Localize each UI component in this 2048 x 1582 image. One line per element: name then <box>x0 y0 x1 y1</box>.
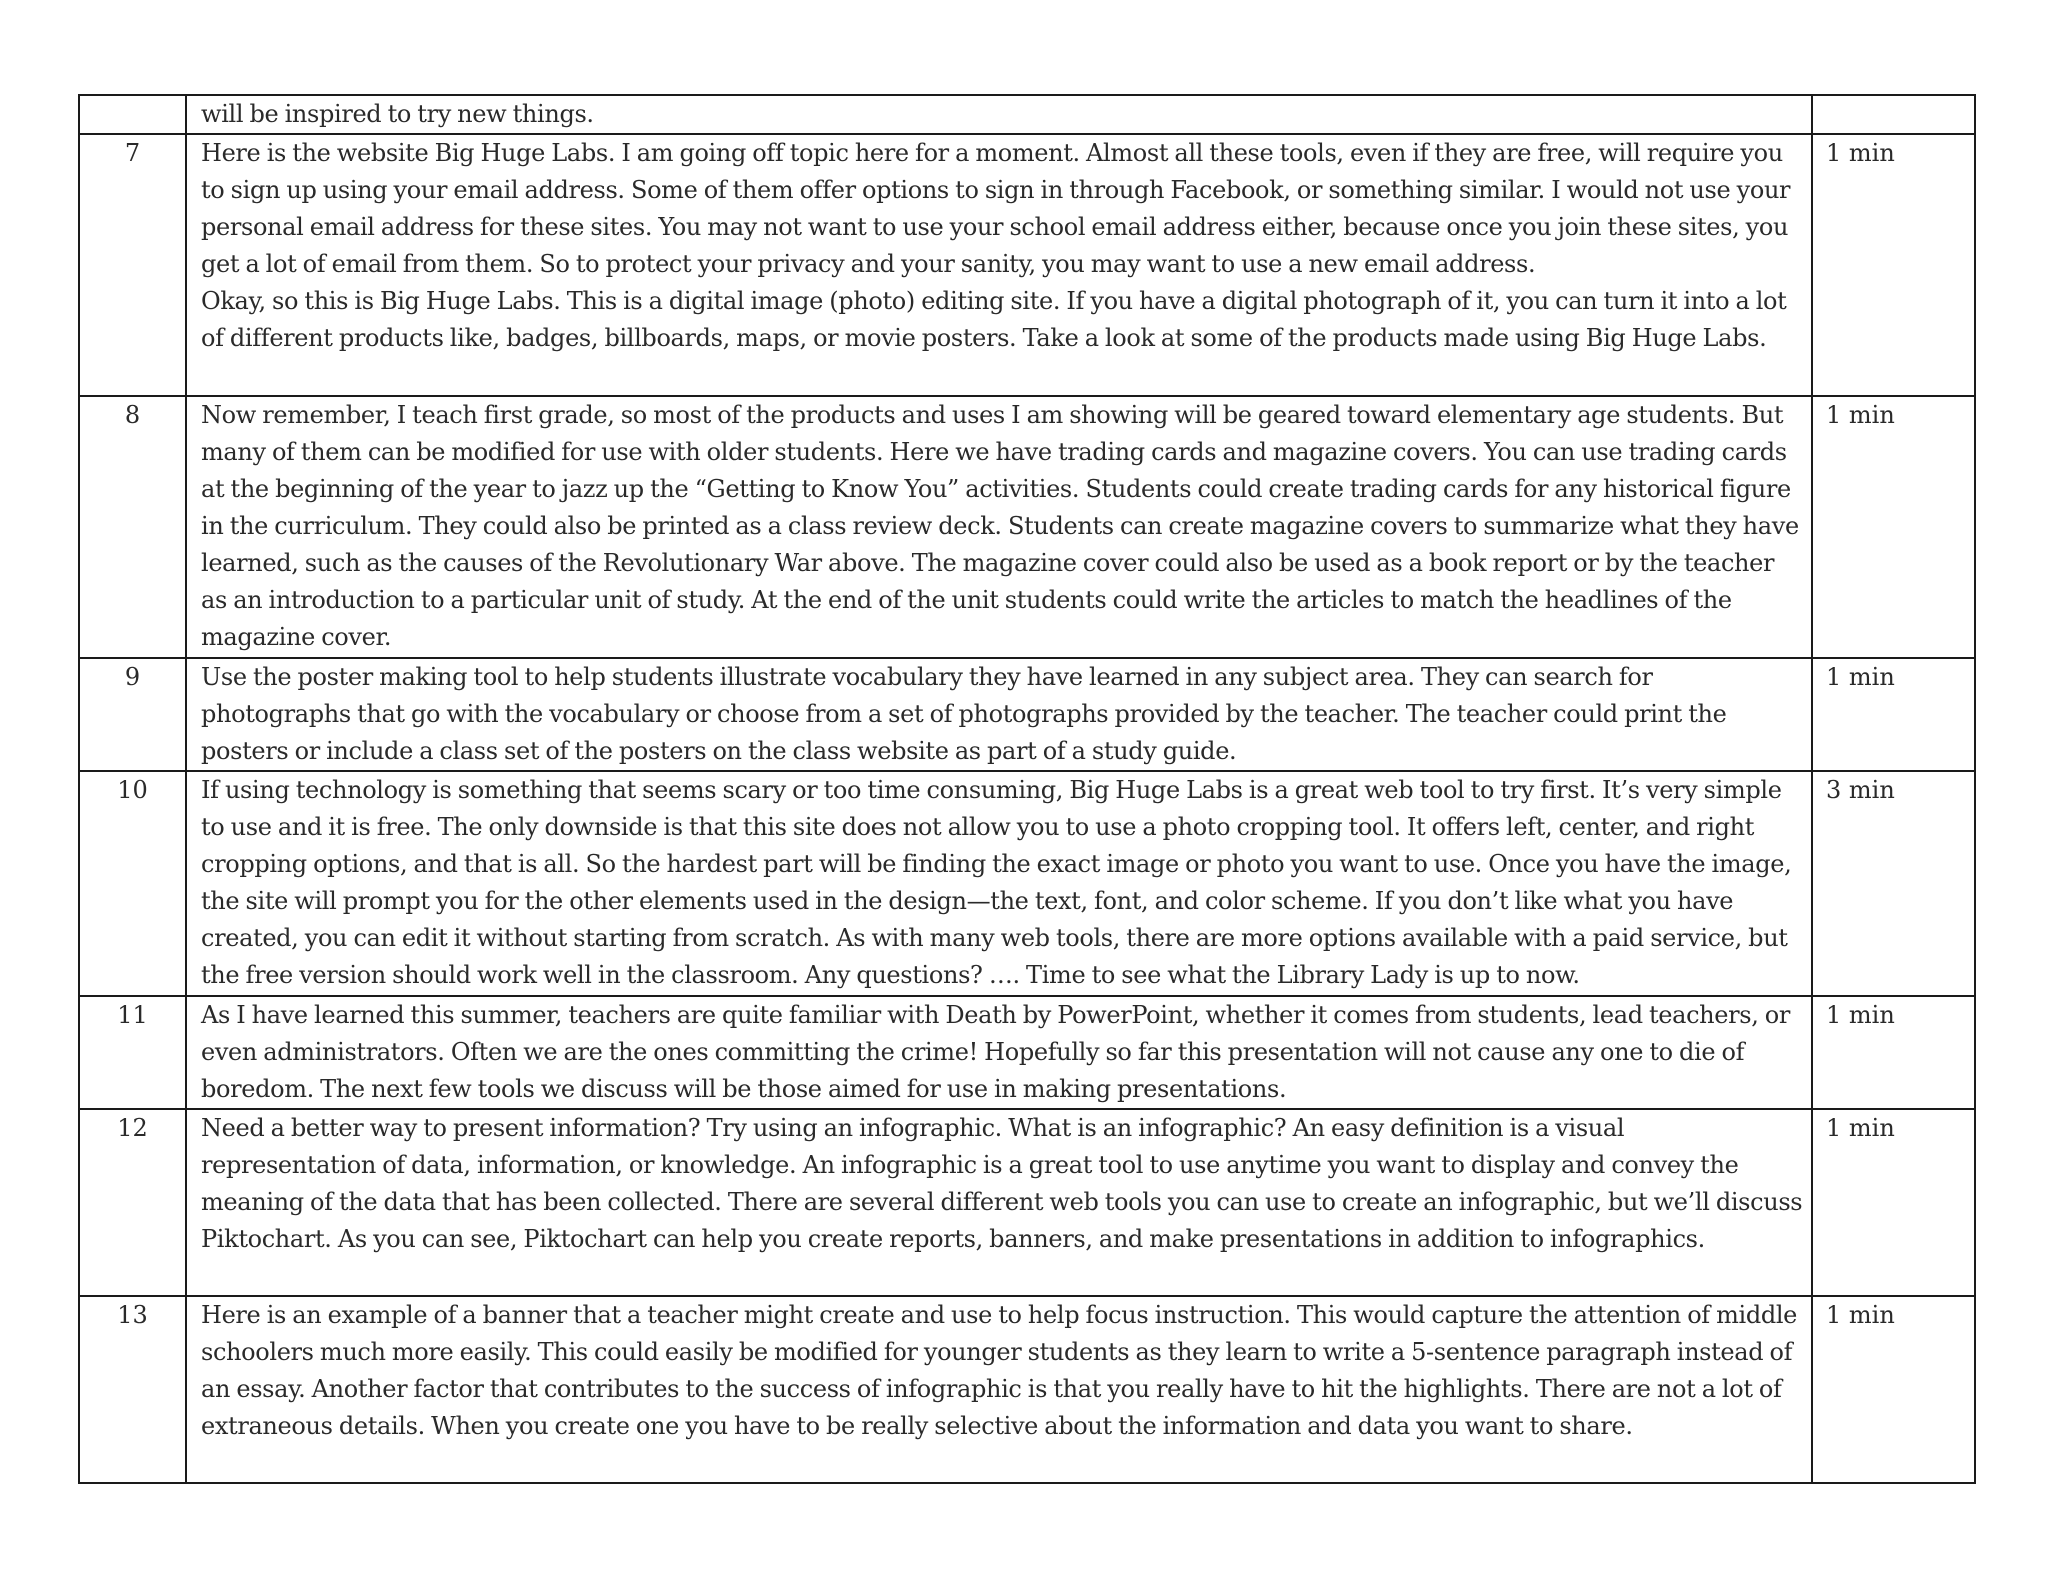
table-row <box>79 996 1975 1109</box>
table-row <box>79 1296 1975 1483</box>
narration-cell <box>186 771 1812 996</box>
narration-paragraph: will be inspired to try new things. <box>201 100 594 128</box>
script-table-body <box>79 95 1975 1483</box>
narration-cell <box>186 658 1812 771</box>
narration-paragraph: Now remember, I teach first grade, so most of the products and uses I am showing will be geared toward elementary age students. But many of them can be modified for use with older students. Here we have trading cards and magazine covers. You can use trading cards at the beginning of the year to jazz up the “Getting to Know You” activities. Students could create trading cards for any historical figure in the curriculum. They could also be printed as a class review deck. Students can create magazine covers to summarize what they have learned, such as the causes of the Revolutionary War above. The magazine cover could also be used as a book report or by the teacher as an introduction to a particular unit of study. At the end of the unit students could write the articles to match the headlines of the magazine cover. <box>201 401 1799 651</box>
narration-paragraph: Use the poster making tool to help students illustrate vocabulary they have learned in any subject area. They can search for photographs that go with the vocabulary or choose from a set of photographs provided by the teacher. The teacher could print the posters or include a class set of the posters on the class website as part of a study guide. <box>201 663 1727 765</box>
table-row <box>79 396 1975 658</box>
narration-paragraph: If using technology is something that seems scary or too time consuming, Big Huge Labs is a great web tool to try first. It’s very simple to use and it is free. The only downside is that this site does not allow you to use a photo cropping tool. It offers left, center, and right cropping options, and that is all. So the hardest part will be finding the exact image or photo you want to use. Once you have the image, the site will prompt you for the other elements used in the design—the text, font, and color scheme. If you don’t like what you have created, you can edit it without starting from scratch. As with many web tools, there are more options available with a paid service, but the free version should work well in the classroom. Any questions? …. Time to see what the Library Lady is up to now. <box>201 776 1792 989</box>
table-row <box>79 771 1975 996</box>
narration-paragraph: Here is an example of a banner that a teacher might create and use to help focus instruction. This would capture the attention of middle schoolers much more easily. This could easily be modified for younger students as they learn to write a 5-sentence paragraph instead of an essay. Another factor that contributes to the success of infographic is that you really have to hit the highlights. There are not a lot of extraneous details. When you create one you have to be really selective about the information and data you want to share. <box>201 1301 1798 1440</box>
duration-cell: 3 min <box>1812 771 1975 996</box>
duration-cell: 1 min <box>1812 134 1975 396</box>
script-table <box>78 94 1976 1484</box>
duration-cell: 1 min <box>1812 1109 1975 1296</box>
table-row <box>79 134 1975 396</box>
duration-cell: 1 min <box>1812 658 1975 771</box>
slide-number-cell: 13 <box>79 1296 186 1483</box>
slide-number-cell: 10 <box>79 771 186 996</box>
duration-cell: 1 min <box>1812 996 1975 1109</box>
table-row <box>79 658 1975 771</box>
narration-cell <box>186 396 1812 658</box>
narration-cell <box>186 996 1812 1109</box>
slide-number-cell <box>79 95 186 134</box>
duration-cell: 1 min <box>1812 1296 1975 1483</box>
narration-cell <box>186 95 1812 134</box>
narration-cell <box>186 1109 1812 1296</box>
narration-paragraph: Here is the website Big Huge Labs. I am going off topic here for a moment. Almost all these tools, even if they are free, will require you to sign up using your email address. Some of them offer options to sign in through Facebook, or something similar. I would not use your personal email address for these sites. You may not want to use your school email address either, because once you join these sites, you get a lot of email from them. So to protect your privacy and your sanity, you may want to use a new email address. <box>201 139 1791 278</box>
slide-number-cell: 7 <box>79 134 186 396</box>
narration-cell <box>186 134 1812 396</box>
slide-number-cell: 8 <box>79 396 186 658</box>
duration-cell: 1 min <box>1812 396 1975 658</box>
narration-paragraph: Need a better way to present information? Try using an infographic. What is an infographic? An easy definition is a visual representation of data, information, or knowledge. An infographic is a great tool to use anytime you want to display and convey the meaning of the data that has been collected. There are several different web tools you can use to create an infographic, but we’ll discuss Piktochart. As you can see, Piktochart can help you create reports, banners, and make presentations in addition to infographics. <box>201 1114 1803 1253</box>
slide-number-cell: 9 <box>79 658 186 771</box>
table-row <box>79 1109 1975 1296</box>
slide-number-cell: 11 <box>79 996 186 1109</box>
narration-cell <box>186 1296 1812 1483</box>
duration-cell <box>1812 95 1975 134</box>
narration-paragraph: Okay, so this is Big Huge Labs. This is a digital image (photo) editing site. If you have a digital photograph of it, you can turn it into a lot of different products like, badges, billboards, maps, or movie posters. Take a look at some of the products made using Big Huge Labs. <box>201 287 1787 352</box>
slide-number-cell: 12 <box>79 1109 186 1296</box>
table-row <box>79 95 1975 134</box>
narration-paragraph: As I have learned this summer, teachers are quite familiar with Death by PowerPoint, whether it comes from students, lead teachers, or even administrators. Often we are the ones committing the crime! Hopefully so far this presentation will not cause any one to die of boredom. The next few tools we discuss will be those aimed for use in making presentations. <box>201 1001 1791 1103</box>
